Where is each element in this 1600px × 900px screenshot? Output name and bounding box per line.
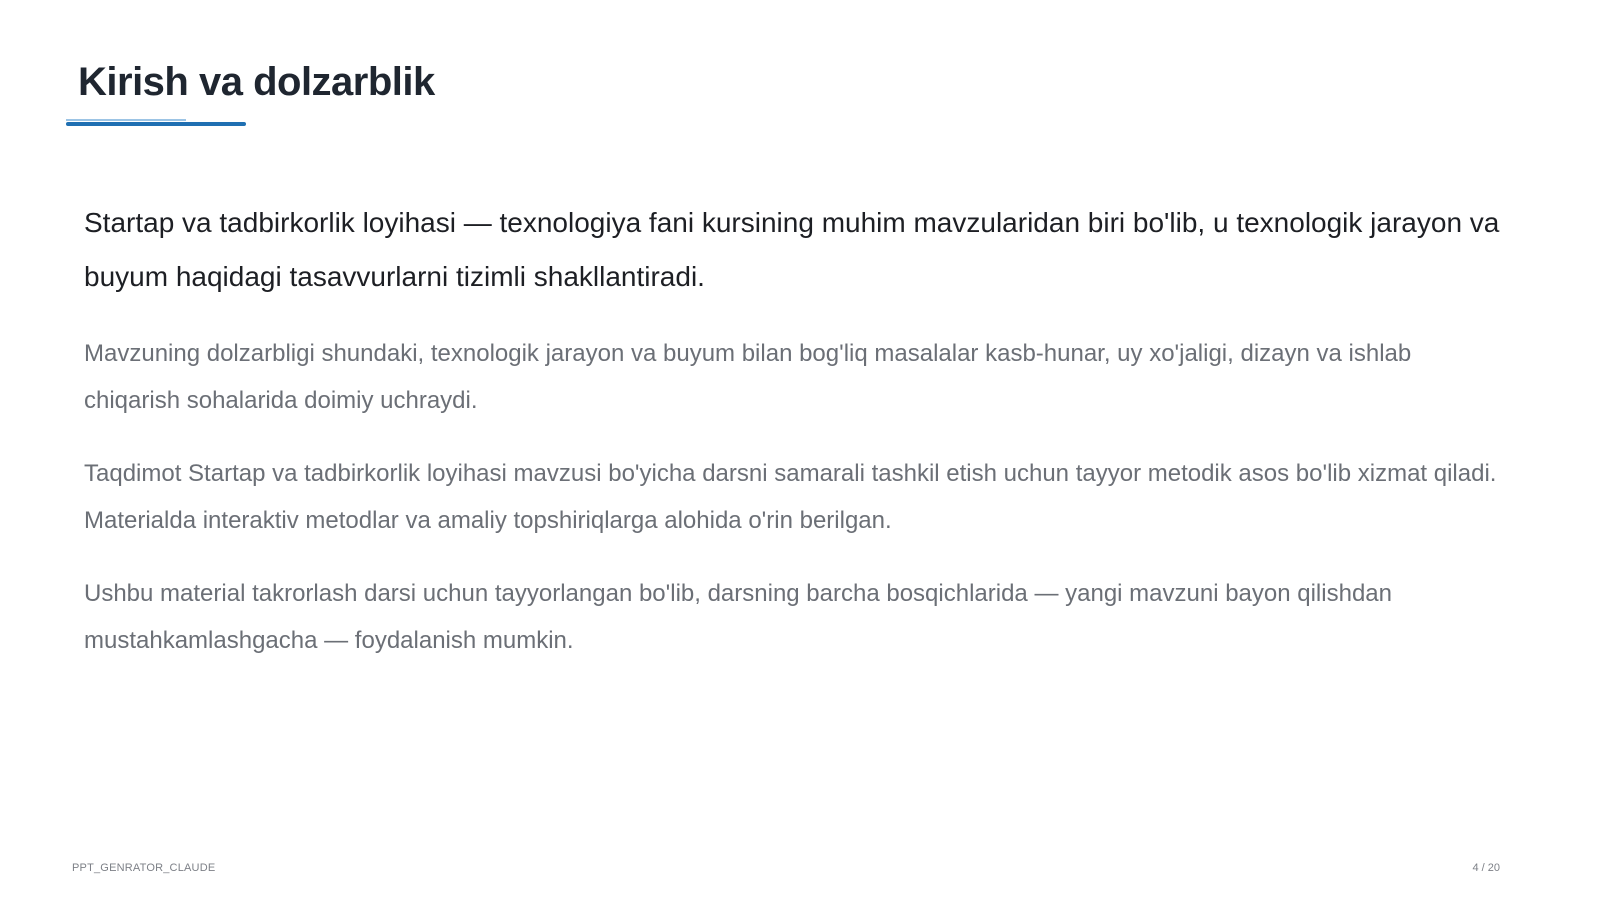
title-underline-accent [66,119,186,121]
page-number: 4 / 20 [1472,862,1500,874]
lead-paragraph: Startap va tadbirkorlik loyihasi — texnologiya fani kursining muhim mavzularidan biri bo'lib, u texnologik jarayon va buyum haqidagi tasavvurlarni tizimli shakllantiradi. [84,207,1500,292]
body-paragraph-2: Taqdimot Startap va tadbirkorlik loyihasi mavzusi bo'yicha darsni samarali tashkil etish uchun tayyor metodik asos bo'lib xizmat qiladi. Materialda interaktiv metodlar va amaliy topshiriqlarga alohida o'rin berilgan. [84,460,1497,534]
body-paragraph-1: Mavzuning dolzarbligi shundaki, texnologik jarayon va buyum bilan bog'liq masalalar kasb-hunar, uy xo'jaligi, dizayn va ishlab chiqarish sohalarida doimiy uchraydi. [84,340,1412,414]
body-paragraph-3: Ushbu material takrorlash darsi uchun tayyorlangan bo'lib, darsning barcha bosqichlarida — yangi mavzuni bayon qilishdan mustahkamlashgacha — foydalanish mumkin. [84,580,1392,654]
title-underline [66,122,246,126]
slide-title: Kirish va dolzarblik [78,60,435,104]
footer-source: PPT_GENRATOR_CLAUDE [72,862,216,874]
slide-content [84,196,1504,690]
